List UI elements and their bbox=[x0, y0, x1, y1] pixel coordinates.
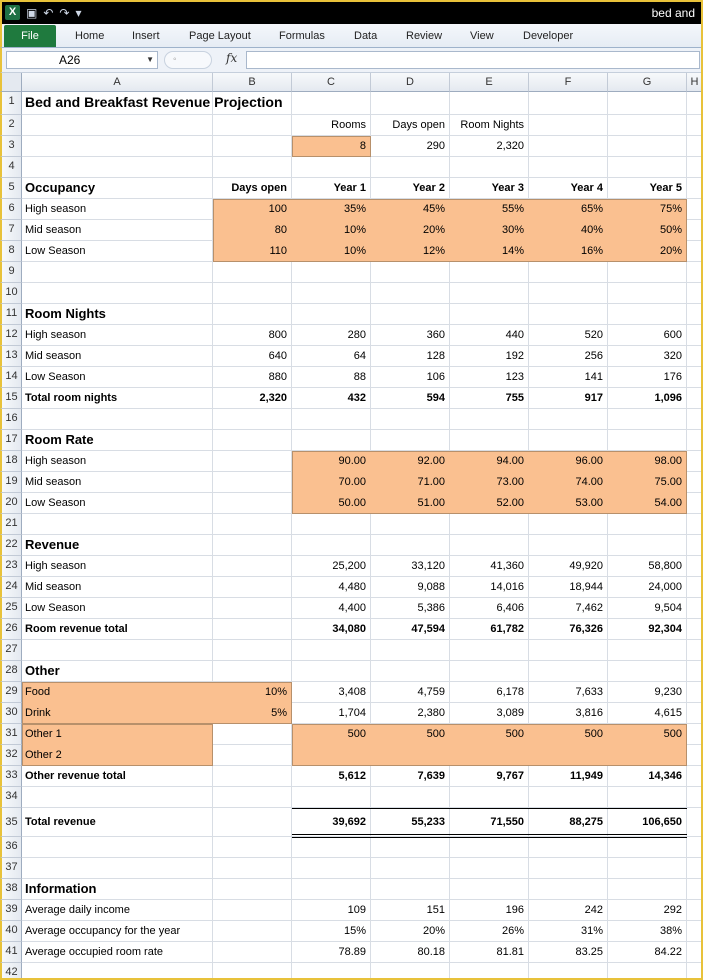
row-header-31[interactable]: 31 bbox=[0, 724, 22, 745]
other-label[interactable]: Other 2 bbox=[25, 749, 62, 761]
room-rate-label[interactable]: Mid season bbox=[25, 476, 82, 488]
other-value[interactable]: 500 bbox=[426, 728, 445, 740]
tab-home[interactable]: Home bbox=[75, 30, 105, 42]
revenue-value[interactable]: 14,016 bbox=[490, 581, 524, 593]
column-header-a[interactable]: A bbox=[22, 73, 213, 92]
row-header-9[interactable]: 9 bbox=[0, 262, 22, 283]
room-revenue-total-value[interactable]: 34,080 bbox=[332, 623, 366, 635]
room-revenue-total-value[interactable]: 61,782 bbox=[490, 623, 524, 635]
formula-bar-expander[interactable]: ◦ bbox=[164, 51, 212, 69]
total-revenue-value[interactable]: 88,275 bbox=[569, 816, 603, 828]
revenue-label[interactable]: Mid season bbox=[25, 581, 82, 593]
sheet-title[interactable]: Bed and Breakfast Revenue Projection bbox=[25, 94, 283, 110]
room-rate-value[interactable]: 54.00 bbox=[654, 497, 682, 509]
other-value[interactable]: 6,178 bbox=[496, 686, 524, 698]
header-year-3[interactable]: Year 3 bbox=[491, 182, 524, 194]
row-header-8[interactable]: 8 bbox=[0, 241, 22, 262]
row-header-38[interactable]: 38 bbox=[0, 879, 22, 900]
section-other[interactable]: Other bbox=[25, 663, 60, 678]
customize-qat-icon[interactable]: ▾ bbox=[75, 6, 82, 20]
revenue-value[interactable]: 9,504 bbox=[654, 602, 682, 614]
row-header-30[interactable]: 30 bbox=[0, 703, 22, 724]
room-nights-value[interactable]: 440 bbox=[505, 329, 524, 341]
other-value[interactable]: 7,633 bbox=[575, 686, 603, 698]
room-rate-value[interactable]: 98.00 bbox=[654, 455, 682, 467]
occupancy-label[interactable]: High season bbox=[25, 203, 87, 215]
room-nights-value[interactable]: 64 bbox=[353, 350, 366, 362]
room-nights-value[interactable]: 128 bbox=[426, 350, 445, 362]
room-nights-value[interactable]: 141 bbox=[584, 371, 603, 383]
revenue-value[interactable]: 41,360 bbox=[490, 560, 524, 572]
total-room-nights-value[interactable]: 594 bbox=[426, 392, 445, 404]
tab-insert[interactable]: Insert bbox=[132, 30, 160, 42]
room-nights-base[interactable]: 800 bbox=[268, 329, 287, 341]
header-days-open[interactable]: Days open bbox=[392, 119, 445, 131]
row-header-12[interactable]: 12 bbox=[0, 325, 22, 346]
occupancy-value[interactable]: 75% bbox=[659, 203, 682, 215]
total-revenue-value[interactable]: 39,692 bbox=[332, 816, 366, 828]
other-revenue-total-value[interactable]: 14,346 bbox=[648, 770, 682, 782]
room-revenue-total-label[interactable]: Room revenue total bbox=[25, 623, 128, 635]
occupancy-value[interactable]: 50% bbox=[659, 224, 682, 236]
other-revenue-total-value[interactable]: 7,639 bbox=[417, 770, 445, 782]
room-revenue-total-value[interactable]: 47,594 bbox=[411, 623, 445, 635]
row-header-19[interactable]: 19 bbox=[0, 472, 22, 493]
room-nights-value[interactable]: 520 bbox=[584, 329, 603, 341]
room-rate-label[interactable]: Low Season bbox=[25, 497, 86, 509]
section-occupancy[interactable]: Occupancy bbox=[25, 180, 96, 195]
tab-formulas[interactable]: Formulas bbox=[279, 30, 325, 42]
information-value[interactable]: 78.89 bbox=[338, 946, 366, 958]
column-header-c[interactable]: C bbox=[292, 73, 371, 92]
row-header-28[interactable]: 28 bbox=[0, 661, 22, 682]
revenue-value[interactable]: 49,920 bbox=[569, 560, 603, 572]
row-header-37[interactable]: 37 bbox=[0, 858, 22, 879]
row-header-20[interactable]: 20 bbox=[0, 493, 22, 514]
revenue-value[interactable]: 58,800 bbox=[648, 560, 682, 572]
formula-input[interactable] bbox=[246, 51, 700, 69]
revenue-value[interactable]: 18,944 bbox=[569, 581, 603, 593]
occupancy-value[interactable]: 14% bbox=[501, 245, 524, 257]
information-value[interactable]: 84.22 bbox=[654, 946, 682, 958]
other-value[interactable]: 3,089 bbox=[496, 707, 524, 719]
room-nights-value[interactable]: 176 bbox=[663, 371, 682, 383]
other-percent[interactable] bbox=[213, 745, 292, 749]
occupancy-days[interactable]: 110 bbox=[269, 245, 287, 257]
redo-icon[interactable]: ↷ bbox=[59, 6, 70, 20]
row-header-15[interactable]: 15 bbox=[0, 388, 22, 409]
other-value[interactable]: 3,408 bbox=[338, 686, 366, 698]
row-header-6[interactable]: 6 bbox=[0, 199, 22, 220]
name-box-value: A26 bbox=[59, 53, 81, 67]
room-rate-value[interactable]: 90.00 bbox=[338, 455, 366, 467]
header-rooms[interactable]: Rooms bbox=[331, 119, 366, 131]
information-value[interactable]: 81.81 bbox=[496, 946, 524, 958]
header-year-1[interactable]: Year 1 bbox=[333, 182, 366, 194]
occupancy-value[interactable]: 40% bbox=[580, 224, 603, 236]
insert-function-button[interactable]: fx bbox=[226, 51, 238, 65]
revenue-value[interactable]: 25,200 bbox=[332, 560, 366, 572]
room-rate-value[interactable]: 50.00 bbox=[338, 497, 366, 509]
column-header-b[interactable]: B bbox=[213, 73, 292, 92]
information-label[interactable]: Average daily income bbox=[25, 904, 130, 916]
room-rate-value[interactable]: 75.00 bbox=[654, 476, 682, 488]
revenue-value[interactable]: 7,462 bbox=[575, 602, 603, 614]
room-revenue-total-value[interactable]: 92,304 bbox=[648, 623, 682, 635]
other-revenue-total-label[interactable]: Other revenue total bbox=[25, 770, 126, 782]
room-nights-label[interactable]: Low Season bbox=[25, 371, 86, 383]
row-header-24[interactable]: 24 bbox=[0, 577, 22, 598]
row-header-13[interactable]: 13 bbox=[0, 346, 22, 367]
occupancy-value[interactable]: 55% bbox=[501, 203, 524, 215]
row-header-23[interactable]: 23 bbox=[0, 556, 22, 577]
other-value[interactable] bbox=[529, 745, 608, 749]
revenue-value[interactable]: 9,088 bbox=[417, 581, 445, 593]
revenue-value[interactable]: 5,386 bbox=[417, 602, 445, 614]
row-header-14[interactable]: 14 bbox=[0, 367, 22, 388]
ribbon-tabs bbox=[0, 24, 703, 48]
other-value[interactable] bbox=[292, 745, 371, 749]
information-value[interactable]: 26% bbox=[501, 925, 524, 937]
total-revenue-value[interactable]: 55,233 bbox=[411, 816, 445, 828]
revenue-label[interactable]: Low Season bbox=[25, 602, 86, 614]
room-nights-value[interactable]: 88 bbox=[353, 371, 366, 383]
room-rate-value[interactable]: 94.00 bbox=[496, 455, 524, 467]
room-nights-value[interactable]: 123 bbox=[505, 371, 524, 383]
title-bar bbox=[0, 0, 703, 24]
room-rate-value[interactable]: 53.00 bbox=[575, 497, 603, 509]
room-rate-value[interactable]: 74.00 bbox=[575, 476, 603, 488]
occupancy-value[interactable]: 20% bbox=[422, 224, 445, 236]
row-header-21[interactable]: 21 bbox=[0, 514, 22, 535]
information-value[interactable]: 109 bbox=[347, 904, 366, 916]
save-icon[interactable]: ▣ bbox=[26, 6, 38, 20]
header-year-2[interactable]: Year 2 bbox=[412, 182, 445, 194]
occupancy-value[interactable]: 45% bbox=[422, 203, 445, 215]
information-value[interactable]: 20% bbox=[422, 925, 445, 937]
revenue-value[interactable]: 4,480 bbox=[338, 581, 366, 593]
column-header-f[interactable]: F bbox=[529, 73, 608, 92]
row-header-32[interactable]: 32 bbox=[0, 745, 22, 766]
header-occupancy-days-open[interactable]: Days open bbox=[231, 182, 287, 194]
other-value[interactable]: 500 bbox=[663, 728, 682, 740]
total-double-border-1 bbox=[292, 834, 687, 835]
occupancy-value[interactable]: 16% bbox=[580, 245, 603, 257]
information-value[interactable]: 292 bbox=[663, 904, 682, 916]
row-header-11[interactable]: 11 bbox=[0, 304, 22, 325]
row-header-27[interactable]: 27 bbox=[0, 640, 22, 661]
occupancy-value[interactable]: 30% bbox=[501, 224, 524, 236]
row-header-2[interactable]: 2 bbox=[0, 115, 22, 136]
room-nights-base[interactable]: 880 bbox=[268, 371, 287, 383]
value-room-nights[interactable]: 2,320 bbox=[496, 140, 524, 152]
other-revenue-total-value[interactable]: 11,949 bbox=[569, 770, 603, 782]
other-value[interactable]: 500 bbox=[347, 728, 366, 740]
revenue-value[interactable]: 6,406 bbox=[496, 602, 524, 614]
total-room-nights-value[interactable]: 432 bbox=[347, 392, 366, 404]
total-revenue-label[interactable]: Total revenue bbox=[25, 816, 96, 828]
tab-review[interactable]: Review bbox=[406, 30, 443, 42]
information-value[interactable]: 31% bbox=[580, 925, 603, 937]
occupancy-value[interactable]: 10% bbox=[343, 224, 366, 236]
row-header-4[interactable]: 4 bbox=[0, 157, 22, 178]
row-header-5[interactable]: 5 bbox=[0, 178, 22, 199]
row-header-42[interactable]: 42 bbox=[0, 963, 22, 980]
room-rate-label[interactable]: High season bbox=[25, 455, 87, 467]
revenue-value[interactable]: 4,400 bbox=[338, 602, 366, 614]
row-header-7[interactable]: 7 bbox=[0, 220, 22, 241]
other-value[interactable]: 2,380 bbox=[417, 707, 445, 719]
row-header-17[interactable]: 17 bbox=[0, 430, 22, 451]
row-header-26[interactable]: 26 bbox=[0, 619, 22, 640]
column-header-d[interactable]: D bbox=[371, 73, 450, 92]
occupancy-value[interactable]: 10% bbox=[343, 245, 366, 257]
room-rate-value[interactable]: 52.00 bbox=[496, 497, 524, 509]
information-value[interactable]: 151 bbox=[426, 904, 445, 916]
window-title: bed and bbox=[651, 6, 695, 20]
row-header-10[interactable]: 10 bbox=[0, 283, 22, 304]
other-value[interactable]: 1,704 bbox=[338, 707, 366, 719]
occupancy-value[interactable]: 65% bbox=[580, 203, 603, 215]
gridline-row-9 bbox=[22, 282, 703, 283]
room-rate-value[interactable]: 73.00 bbox=[496, 476, 524, 488]
tab-view[interactable]: View bbox=[470, 30, 494, 42]
other-value[interactable]: 3,816 bbox=[575, 707, 603, 719]
value-rooms[interactable]: 8 bbox=[359, 140, 366, 152]
room-revenue-total-value[interactable]: 76,326 bbox=[569, 623, 603, 635]
quick-access-toolbar bbox=[26, 6, 82, 21]
section-revenue[interactable]: Revenue bbox=[25, 537, 80, 552]
row-header-16[interactable]: 16 bbox=[0, 409, 22, 430]
information-value[interactable]: 196 bbox=[505, 904, 524, 916]
occupancy-days[interactable]: 100 bbox=[268, 203, 287, 215]
tab-data[interactable]: Data bbox=[354, 30, 378, 42]
room-rate-value[interactable]: 92.00 bbox=[417, 455, 445, 467]
information-value[interactable]: 83.25 bbox=[575, 946, 603, 958]
excel-app-icon[interactable]: X bbox=[5, 5, 20, 20]
gridline-row-26 bbox=[22, 639, 703, 640]
room-nights-value[interactable]: 320 bbox=[663, 350, 682, 362]
room-rate-value[interactable]: 51.00 bbox=[417, 497, 445, 509]
information-value[interactable]: 15% bbox=[343, 925, 366, 937]
revenue-label[interactable]: High season bbox=[25, 560, 87, 572]
room-rate-value[interactable]: 71.00 bbox=[417, 476, 445, 488]
section-room-rate[interactable]: Room Rate bbox=[25, 432, 94, 447]
total-room-nights-value[interactable]: 755 bbox=[505, 392, 524, 404]
other-revenue-total-value[interactable]: 9,767 bbox=[496, 770, 524, 782]
total-top-border bbox=[292, 808, 687, 809]
row-header-1[interactable]: 1 bbox=[0, 92, 22, 115]
other-percent[interactable] bbox=[213, 724, 292, 728]
column-header-e[interactable]: E bbox=[450, 73, 529, 92]
chevron-down-icon[interactable]: ▼ bbox=[146, 55, 154, 64]
occupancy-value[interactable]: 20% bbox=[659, 245, 682, 257]
other-revenue-total-value[interactable]: 5,612 bbox=[338, 770, 366, 782]
room-nights-value[interactable]: 600 bbox=[663, 329, 682, 341]
row-header-29[interactable]: 29 bbox=[0, 682, 22, 703]
other-value[interactable] bbox=[450, 745, 529, 749]
other-value[interactable] bbox=[371, 745, 450, 749]
total-revenue-value[interactable]: 106,650 bbox=[642, 816, 682, 828]
other-value[interactable]: 4,615 bbox=[654, 707, 682, 719]
other-percent[interactable]: 5% bbox=[271, 707, 287, 719]
occupancy-days[interactable]: 80 bbox=[274, 224, 287, 236]
total-room-nights-value[interactable]: 1,096 bbox=[654, 392, 682, 404]
room-nights-value[interactable]: 256 bbox=[584, 350, 603, 362]
gridline-row-41 bbox=[22, 962, 703, 963]
row-header-36[interactable]: 36 bbox=[0, 837, 22, 858]
room-nights-value[interactable]: 360 bbox=[426, 329, 445, 341]
formula-bar bbox=[0, 48, 703, 73]
row-header-18[interactable]: 18 bbox=[0, 451, 22, 472]
total-room-nights-base[interactable]: 2,320 bbox=[259, 392, 287, 404]
row-header-25[interactable]: 25 bbox=[0, 598, 22, 619]
tab-file[interactable]: File bbox=[4, 25, 56, 47]
other-percent[interactable]: 10% bbox=[264, 686, 287, 698]
row-header-40[interactable]: 40 bbox=[0, 921, 22, 942]
other-label[interactable]: Food bbox=[25, 686, 51, 698]
occupancy-value[interactable]: 35% bbox=[343, 203, 366, 215]
gridline-row-36 bbox=[22, 857, 703, 858]
occupancy-value[interactable]: 12% bbox=[422, 245, 445, 257]
other-value[interactable]: 4,759 bbox=[417, 686, 445, 698]
section-room-nights[interactable]: Room Nights bbox=[25, 306, 106, 321]
other-label[interactable]: Other 1 bbox=[25, 728, 62, 740]
row-header-35[interactable]: 35 bbox=[0, 808, 22, 837]
information-value[interactable]: 38% bbox=[659, 925, 682, 937]
room-nights-label[interactable]: Mid season bbox=[25, 350, 82, 362]
row-header-22[interactable]: 22 bbox=[0, 535, 22, 556]
row-header-39[interactable]: 39 bbox=[0, 900, 22, 921]
revenue-value[interactable]: 33,120 bbox=[411, 560, 445, 572]
tab-page-layout[interactable]: Page Layout bbox=[189, 30, 251, 42]
room-rate-value[interactable]: 96.00 bbox=[575, 455, 603, 467]
room-rate-value[interactable]: 70.00 bbox=[338, 476, 366, 488]
other-value[interactable] bbox=[608, 745, 687, 749]
row-header-33[interactable]: 33 bbox=[0, 766, 22, 787]
gridline-row-15 bbox=[22, 408, 703, 409]
revenue-value[interactable]: 24,000 bbox=[648, 581, 682, 593]
occupancy-label[interactable]: Mid season bbox=[25, 224, 82, 236]
total-room-nights-value[interactable]: 917 bbox=[584, 392, 603, 404]
section-information[interactable]: Information bbox=[25, 881, 97, 896]
tab-developer[interactable]: Developer bbox=[523, 30, 574, 42]
room-nights-label[interactable]: High season bbox=[25, 329, 87, 341]
information-label[interactable]: Average occupied room rate bbox=[25, 946, 163, 958]
row-header-41[interactable]: 41 bbox=[0, 942, 22, 963]
information-label[interactable]: Average occupancy for the year bbox=[25, 925, 181, 937]
header-year-4[interactable]: Year 4 bbox=[570, 182, 603, 194]
header-room-nights[interactable]: Room Nights bbox=[460, 119, 524, 131]
select-all-corner[interactable] bbox=[0, 73, 22, 92]
room-nights-value[interactable]: 192 bbox=[505, 350, 524, 362]
total-room-nights-label[interactable]: Total room nights bbox=[25, 392, 118, 404]
header-year-5[interactable]: Year 5 bbox=[649, 182, 682, 194]
undo-icon[interactable]: ↶ bbox=[43, 6, 54, 20]
information-value[interactable]: 80.18 bbox=[417, 946, 445, 958]
name-box[interactable] bbox=[6, 51, 158, 69]
other-label[interactable]: Drink bbox=[25, 707, 51, 719]
gridline-row-33 bbox=[22, 786, 703, 787]
other-value[interactable]: 500 bbox=[584, 728, 603, 740]
other-value[interactable]: 9,230 bbox=[654, 686, 682, 698]
total-revenue-value[interactable]: 71,550 bbox=[490, 816, 524, 828]
room-nights-base[interactable]: 640 bbox=[268, 350, 287, 362]
information-value[interactable]: 242 bbox=[584, 904, 603, 916]
occupancy-label[interactable]: Low Season bbox=[25, 245, 86, 257]
other-value[interactable]: 500 bbox=[505, 728, 524, 740]
column-header-h[interactable]: H bbox=[687, 73, 703, 92]
column-header-g[interactable]: G bbox=[608, 73, 687, 92]
value-days-open[interactable]: 290 bbox=[426, 140, 445, 152]
row-header-3[interactable]: 3 bbox=[0, 136, 22, 157]
room-nights-value[interactable]: 106 bbox=[426, 371, 445, 383]
room-nights-value[interactable]: 280 bbox=[347, 329, 366, 341]
row-header-34[interactable]: 34 bbox=[0, 787, 22, 808]
total-double-border-2 bbox=[292, 837, 687, 838]
